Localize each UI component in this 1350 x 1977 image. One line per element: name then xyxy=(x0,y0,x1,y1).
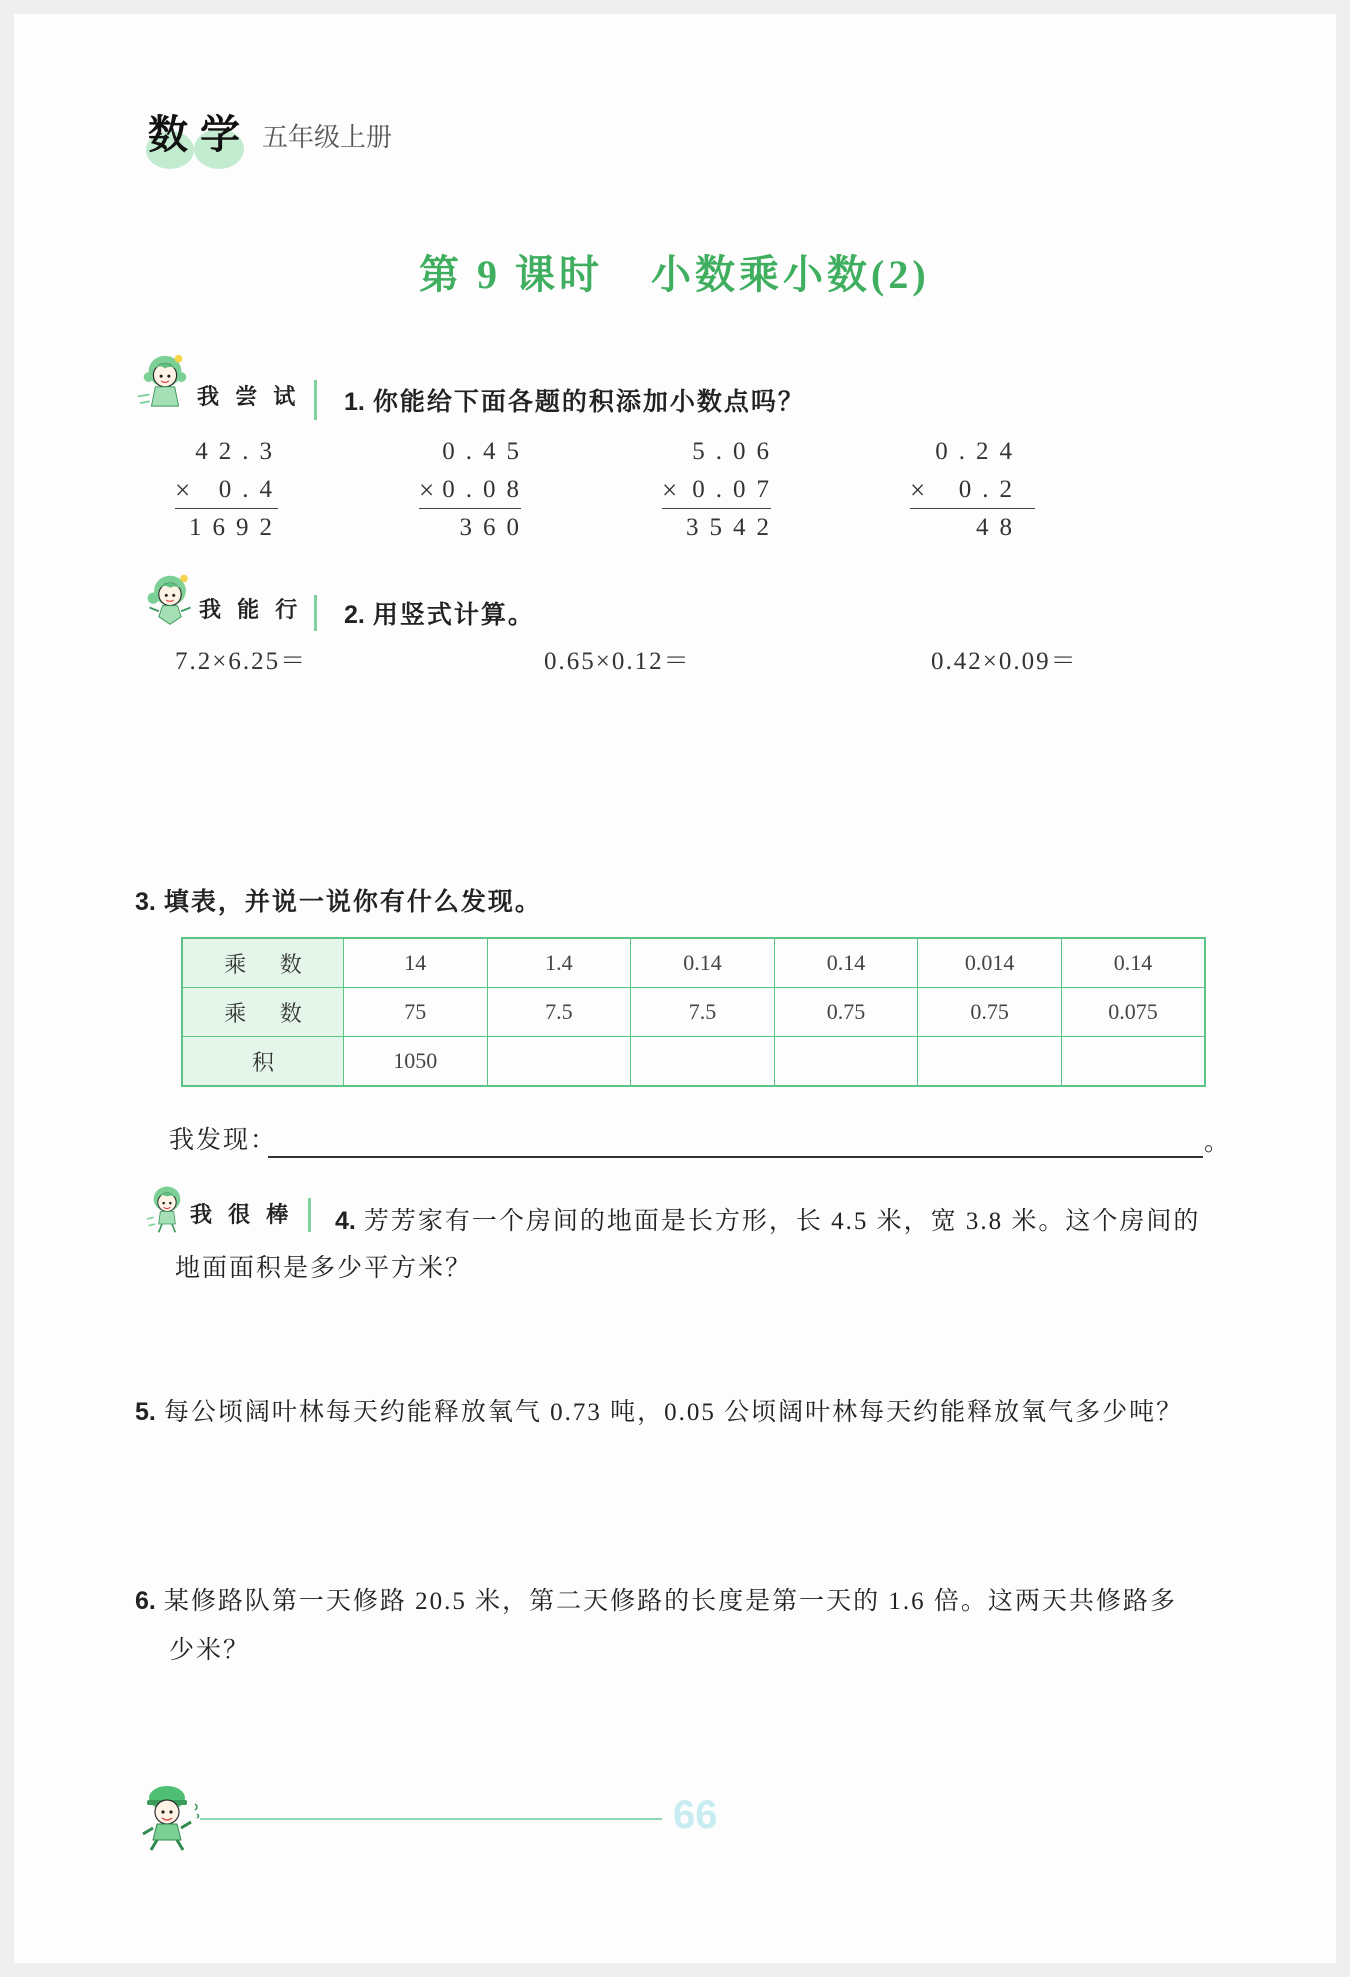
question-text: 每公顷阔叶林每天约能释放氧气 0.73 吨，0.05 公顷阔叶林每天约能释放氧气多少吨？ xyxy=(163,1399,1184,1426)
table-cell: 14 xyxy=(344,938,488,988)
question-4-line-1 xyxy=(335,1206,1200,1237)
finding-label-text: 我发现： xyxy=(169,1127,278,1154)
question-text: 用竖式计算。 xyxy=(372,601,535,629)
table-cell-blank xyxy=(918,1037,1062,1087)
question-6-line-2 xyxy=(169,1636,250,1666)
lesson-title xyxy=(419,250,930,300)
row-label: 积 xyxy=(182,1037,344,1087)
product: 1692 xyxy=(189,514,283,541)
question-6-line-1 xyxy=(135,1586,1177,1617)
badge-divider xyxy=(308,1198,311,1232)
question-text: 填表，并说一说你有什么发现。 xyxy=(163,888,542,916)
multiplier: 0.07 xyxy=(692,476,780,503)
table-cell: 75 xyxy=(344,988,488,1037)
badge-try: 我 尝 试 xyxy=(197,384,301,409)
badge-great: 我 很 棒 xyxy=(190,1202,294,1227)
multiplier: 0.4 xyxy=(218,476,283,503)
times-operator: × xyxy=(910,475,926,505)
question-1 xyxy=(344,387,805,418)
table-row xyxy=(182,938,1205,988)
multiplier: 0.2 xyxy=(958,476,1023,503)
finding-label xyxy=(169,1126,277,1156)
product: 3542 xyxy=(686,514,780,541)
finding-answer-line xyxy=(268,1156,1203,1158)
question-4-line-2 xyxy=(175,1254,472,1284)
times-operator: × xyxy=(662,475,678,505)
multiplier: 0.08 xyxy=(442,476,530,503)
question-text: 你能给下面各题的积添加小数点吗？ xyxy=(372,388,805,416)
girl-mascot-icon xyxy=(142,570,198,630)
table-cell: 0.075 xyxy=(1061,988,1205,1037)
table-cell: 0.14 xyxy=(1061,938,1205,988)
page-number: 66 xyxy=(673,1793,718,1837)
vertical-problem-2 xyxy=(419,433,530,547)
finding-end-mark xyxy=(1204,1128,1231,1158)
boy-mascot-icon xyxy=(137,1780,203,1852)
grade-label: 五年级上册 xyxy=(262,122,393,152)
badge-divider xyxy=(314,380,317,420)
subject-title: 数学 xyxy=(148,113,252,157)
table-cell: 7.5 xyxy=(487,988,631,1037)
vertical-problem-1 xyxy=(175,433,283,547)
question-text: 少米？ xyxy=(169,1637,251,1664)
multiplicand: 0.24 xyxy=(935,438,1023,465)
lesson-number: 第 9 课时 xyxy=(419,252,603,297)
question-number: 1. xyxy=(344,388,365,416)
expression-2: 0.65×0.12＝ xyxy=(544,648,691,675)
finding-end-text: 。 xyxy=(1204,1129,1232,1156)
table-cell-blank xyxy=(774,1037,918,1087)
table-row xyxy=(182,1037,1205,1087)
multiplicand: 0.45 xyxy=(442,438,530,465)
product: 48 xyxy=(976,514,1023,541)
question-text: 某修路队第一天修路 20.5 米，第二天修路的长度是第一天的 1.6 倍。这两天共修路多 xyxy=(163,1588,1177,1615)
table-cell: 1.4 xyxy=(487,938,631,988)
multiplicand: 42.3 xyxy=(195,438,283,465)
question-text: 地面面积是多少平方米？ xyxy=(175,1255,473,1282)
table-cell: 1050 xyxy=(344,1037,488,1087)
badge-can: 我 能 行 xyxy=(199,597,303,622)
vertical-problem-4 xyxy=(910,433,1035,547)
vertical-problem-3 xyxy=(662,433,780,547)
table-row xyxy=(182,988,1205,1037)
question-number: 4. xyxy=(335,1207,356,1235)
table-cell: 0.75 xyxy=(774,988,918,1037)
lesson-topic: 小数乘小数(2) xyxy=(651,252,930,297)
question-text: 芳芳家有一个房间的地面是长方形，长 4.5 米，宽 3.8 米。这个房间的 xyxy=(363,1208,1201,1235)
expression-1: 7.2×6.25＝ xyxy=(175,648,308,675)
question-3 xyxy=(135,887,542,918)
times-operator: × xyxy=(175,475,191,505)
table-cell-blank xyxy=(631,1037,775,1087)
question-number: 6. xyxy=(135,1587,156,1615)
expression-3: 0.42×0.09＝ xyxy=(931,648,1078,675)
footer-line xyxy=(200,1818,662,1820)
question-number: 5. xyxy=(135,1398,156,1426)
times-operator: × xyxy=(419,475,435,505)
question-number: 3. xyxy=(135,888,156,916)
table-cell: 0.75 xyxy=(918,988,1062,1037)
table-cell: 0.14 xyxy=(631,938,775,988)
table-cell-blank xyxy=(1061,1037,1205,1087)
table-cell: 0.14 xyxy=(774,938,918,988)
table-cell: 7.5 xyxy=(631,988,775,1037)
girl-mascot-icon xyxy=(142,1180,192,1238)
question-number: 2. xyxy=(344,601,365,629)
table-cell: 0.014 xyxy=(918,938,1062,988)
product: 360 xyxy=(459,514,530,541)
badge-divider xyxy=(314,595,317,631)
row-label: 乘 数 xyxy=(182,938,344,988)
product-table xyxy=(181,937,1206,1087)
multiplicand: 5.06 xyxy=(692,438,780,465)
question-2 xyxy=(344,600,535,631)
row-label: 乘 数 xyxy=(182,988,344,1037)
question-5 xyxy=(135,1397,1183,1428)
girl-mascot-icon xyxy=(136,350,194,412)
table-cell-blank xyxy=(487,1037,631,1087)
